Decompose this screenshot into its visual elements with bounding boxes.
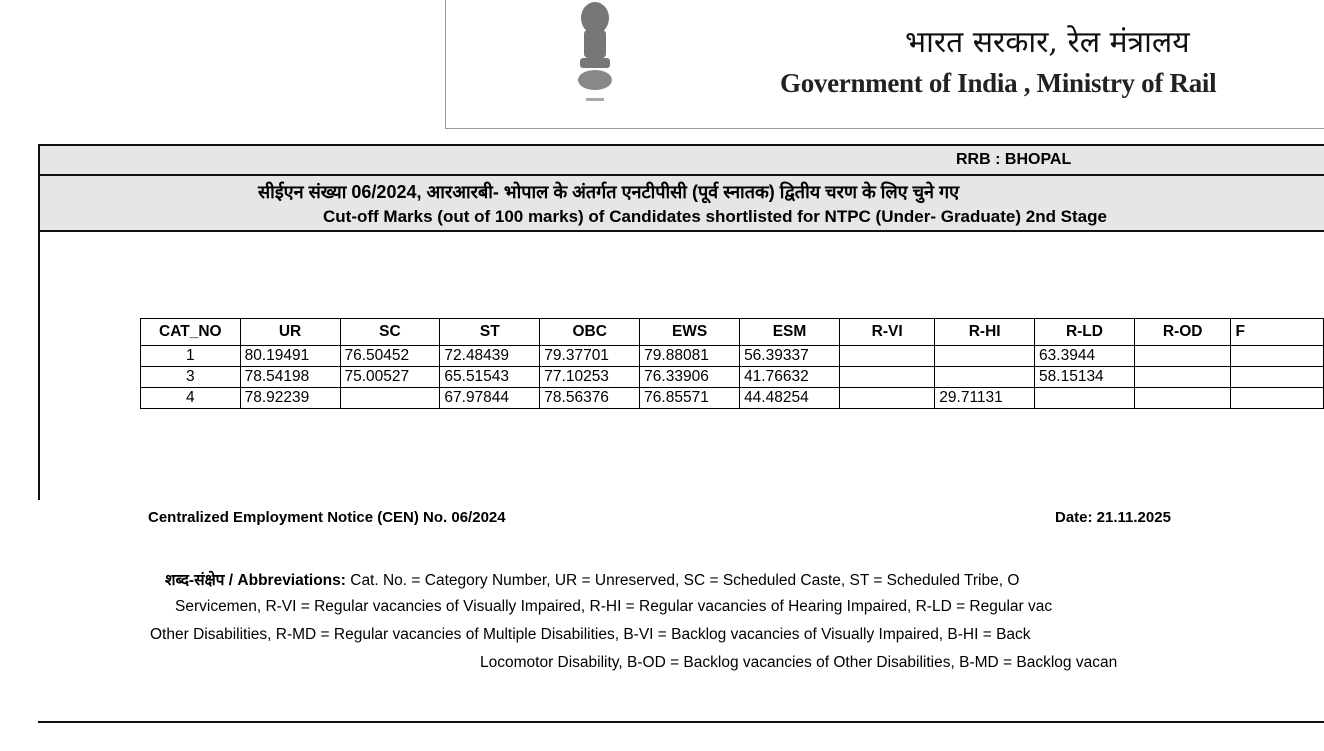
table-cell [1134,346,1231,367]
table-cell [1134,388,1231,409]
table-row [141,346,1324,367]
table-cell: 78.92239 [240,388,340,409]
table-cell: 29.71131 [935,388,1035,409]
table-cell [935,346,1035,367]
column-header: R-OD [1134,319,1231,346]
table-cell: 3 [141,367,241,388]
abbreviations-line: Locomotor Disability, B-OD = Backlog vacancies of Other Disabilities, B-MD = Backlog vacan [480,654,1118,671]
column-header: UR [240,319,340,346]
table-cell: 67.97844 [440,388,540,409]
table-cell: 75.00527 [340,367,440,388]
column-header: R-HI [935,319,1035,346]
table-cell: 78.54198 [240,367,340,388]
bottom-rule [38,721,1324,723]
table-cell: 63.3944 [1035,346,1135,367]
english-title: Cut-off Marks (out of 100 marks) of Candidates shortlisted for NTPC (Under- Graduate) 2nd Stage [323,207,1107,226]
table-header-row [141,319,1324,346]
table-cell: 76.50452 [340,346,440,367]
column-header: OBC [540,319,640,346]
table-cell [1035,388,1135,409]
column-header: CAT_NO [141,319,241,346]
column-header: F [1231,319,1324,346]
abbreviations-line: Servicemen, R-VI = Regular vacancies of Visually Impaired, R-HI = Regular vacancies of Hearing Impaired, R-LD = Regular vac [175,598,1053,615]
abbreviations-line: Other Disabilities, R-MD = Regular vacancies of Multiple Disabilities, B-VI = Backlog vacancies of Visually Impaired, B-HI = Back [150,626,1031,643]
table-row [141,388,1324,409]
border-line [38,232,40,500]
table-cell [1134,367,1231,388]
national-emblem-icon [560,0,630,115]
column-header: SC [340,319,440,346]
table-cell: 78.56376 [540,388,640,409]
table-cell: 79.37701 [540,346,640,367]
table-cell: 72.48439 [440,346,540,367]
table-cell [935,367,1035,388]
divider [38,174,1324,176]
table-cell: 1 [141,346,241,367]
column-header: EWS [640,319,740,346]
table-cell [1231,388,1324,409]
cutoff-table [140,318,1324,409]
table-cell: 56.39337 [740,346,840,367]
table-cell: 65.51543 [440,367,540,388]
table-cell: 4 [141,388,241,409]
table-cell: 79.88081 [640,346,740,367]
table-cell: 76.85571 [640,388,740,409]
hindi-title: सीईएन संख्या 06/2024, आरआरबी- भोपाल के अंतर्गत एनटीपीसी (पूर्व स्नातक) द्वितीय चरण के लिए चुने गए [258,182,960,202]
table-cell: 41.76632 [740,367,840,388]
abbreviations-line [165,568,1019,590]
table-row [141,367,1324,388]
table-cell: 58.15134 [1035,367,1135,388]
rrb-name: RRB : BHOPAL [956,151,1072,168]
table-cell [340,388,440,409]
table-cell [839,367,934,388]
table-cell [1231,367,1324,388]
table-cell: 76.33906 [640,367,740,388]
table-cell: 77.10253 [540,367,640,388]
table-cell [839,346,934,367]
abbreviations-label: शब्द-संक्षेप / Abbreviations: [165,572,346,589]
table-cell [1231,346,1324,367]
header-english-title: Government of India , Ministry of Rail [780,68,1217,98]
column-header: R-VI [839,319,934,346]
column-header: ESM [740,319,840,346]
table-cell: 44.48254 [740,388,840,409]
header-hindi-title: भारत सरकार, रेल मंत्रालय [905,25,1190,60]
cen-number: Centralized Employment Notice (CEN) No. 06/2024 [148,509,506,526]
table-cell [839,388,934,409]
abbreviations-text: Cat. No. = Category Number, UR = Unreserved, SC = Scheduled Caste, ST = Scheduled Tribe, O [345,572,1020,589]
table-cell: 80.19491 [240,346,340,367]
notice-date: Date: 21.11.2025 [1055,509,1171,526]
column-header: ST [440,319,540,346]
column-header: R-LD [1035,319,1135,346]
